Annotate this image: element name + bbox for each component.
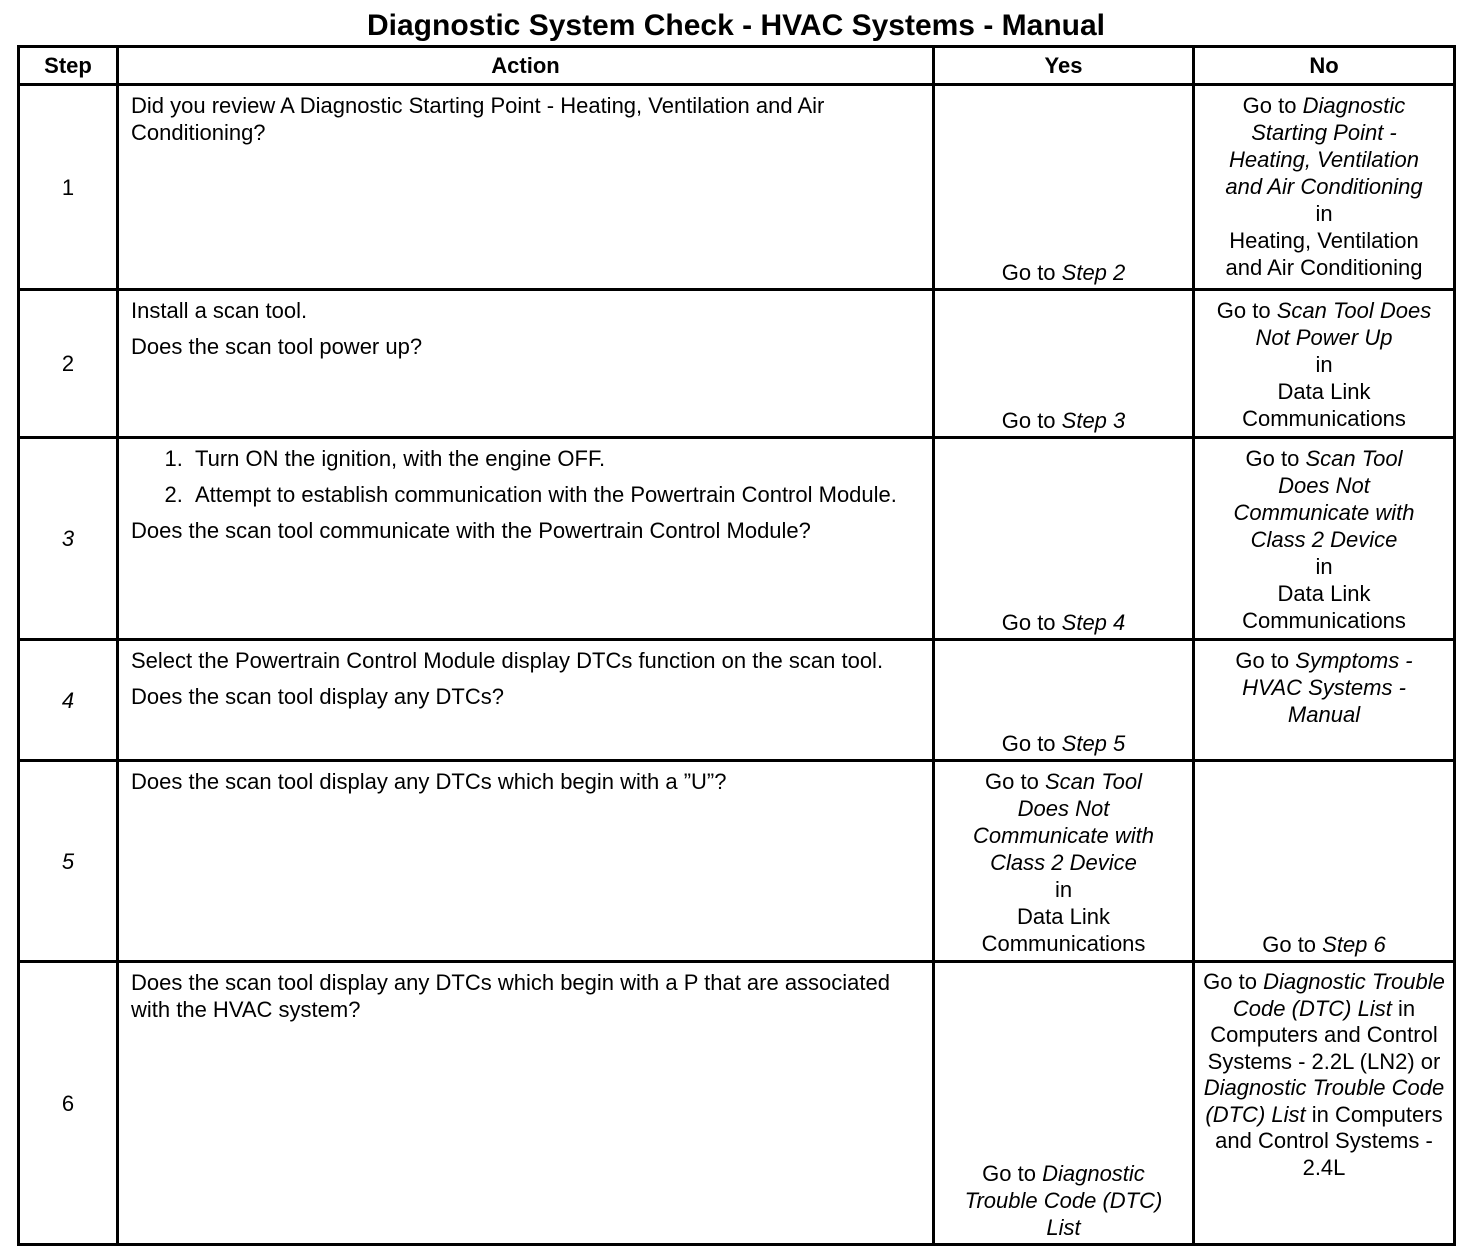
page-title: Diagnostic System Check - HVAC Systems - Manual: [367, 9, 1105, 42]
step-number: 5: [19, 761, 118, 962]
no-in: in: [1315, 201, 1333, 226]
yes-link[interactable]: Diagnostic Trouble Code (DTC) List: [964, 1161, 1163, 1240]
step-number: 1: [19, 85, 118, 290]
yes-prefix: Go to: [985, 769, 1045, 794]
no-cell: [1194, 85, 1455, 290]
no-prefix: Go to: [1235, 648, 1296, 673]
yes-link[interactable]: Step 3: [1061, 408, 1126, 433]
action-cell: [118, 761, 934, 962]
yes-cell: [934, 761, 1194, 962]
action-cell: [118, 962, 934, 1245]
header-step: Step: [19, 47, 118, 85]
yes-link[interactable]: Scan Tool Does Not Communicate with Class 2 Device: [973, 769, 1154, 875]
yes-prefix: Go to: [1001, 610, 1062, 635]
header-row: [19, 47, 1455, 85]
step-number: 3: [19, 438, 118, 640]
action-question: Does the scan tool display any DTCs which begin with a ”U”?: [131, 769, 727, 794]
action-cell: [118, 85, 934, 290]
action-question: Does the scan tool communicate with the Powertrain Control Module?: [131, 518, 811, 543]
header-no: No: [1194, 47, 1455, 85]
no-in: in: [1315, 554, 1333, 579]
no-link[interactable]: Step 6: [1322, 932, 1386, 957]
yes-cell: [934, 85, 1194, 290]
step-number: 6: [19, 962, 118, 1245]
no-mid-text: in Computers and Control Systems - 2.2L (LN2) or: [1207, 995, 1441, 1074]
no-section: Heating, Ventilation and Air Conditioning: [1225, 228, 1423, 280]
action-cell: [118, 438, 934, 640]
no-prefix: Go to: [1245, 446, 1306, 471]
yes-in: in: [1054, 877, 1073, 902]
action-text: Install a scan tool.: [131, 298, 308, 323]
no-prefix: Go to: [1216, 298, 1277, 323]
table-row: [19, 290, 1455, 438]
list-item: 2. Attempt to establish communication with the Powertrain Control Module.: [189, 481, 922, 508]
yes-cell: [934, 962, 1194, 1245]
table-row: [19, 85, 1455, 290]
no-cell: [1194, 438, 1455, 640]
no-cell: [1194, 962, 1455, 1245]
action-question: Does the scan tool power up?: [131, 334, 423, 359]
no-link[interactable]: Symptoms - HVAC Systems - Manual: [1242, 648, 1413, 727]
action-cell: [118, 640, 934, 761]
diagnostic-table: [17, 45, 1456, 1246]
action-steps-list: [131, 445, 922, 508]
action-question: Does the scan tool display any DTCs which begin with a P that are associated with the HVAC system?: [131, 970, 890, 1022]
no-prefix: Go to: [1262, 932, 1323, 957]
table-row: [19, 962, 1455, 1245]
no-link[interactable]: Diagnostic Starting Point - Heating, Ventilation and Air Conditioning: [1225, 93, 1423, 199]
yes-prefix: Go to: [1001, 408, 1062, 433]
no-link-2[interactable]: Diagnostic Trouble Code (DTC) List: [1203, 1075, 1445, 1127]
no-link[interactable]: Scan Tool Does Not Communicate with Class 2 Device: [1233, 446, 1415, 552]
no-section: Data Link Communications: [1242, 379, 1406, 431]
table-row: [19, 438, 1455, 640]
header-yes: Yes: [934, 47, 1194, 85]
action-question: Does the scan tool display any DTCs?: [131, 684, 504, 709]
yes-cell: [934, 438, 1194, 640]
no-link[interactable]: Scan Tool Does Not Power Up: [1255, 298, 1432, 350]
yes-link[interactable]: Step 2: [1061, 260, 1126, 285]
yes-link[interactable]: Step 4: [1061, 610, 1126, 635]
header-action: Action: [118, 47, 934, 85]
yes-cell: [934, 640, 1194, 761]
no-prefix: Go to: [1203, 969, 1264, 994]
no-link[interactable]: Diagnostic Trouble Code (DTC) List: [1232, 969, 1445, 1021]
action-text: Did you review A Diagnostic Starting Point - Heating, Ventilation and Air Conditioning?: [131, 93, 825, 145]
yes-prefix: Go to: [982, 1161, 1043, 1186]
step-number: 4: [19, 640, 118, 761]
no-section: Data Link Communications: [1242, 581, 1406, 633]
table-row: [19, 640, 1455, 761]
no-cell: [1194, 761, 1455, 962]
list-item: 1. Turn ON the ignition, with the engine OFF.: [189, 445, 922, 472]
yes-section: Data Link Communications: [981, 904, 1146, 956]
yes-cell: [934, 290, 1194, 438]
action-text: Select the Powertrain Control Module display DTCs function on the scan tool.: [131, 648, 884, 673]
no-cell: [1194, 640, 1455, 761]
table-row: [19, 761, 1455, 962]
no-in: in: [1315, 352, 1333, 377]
no-cell: [1194, 290, 1455, 438]
yes-prefix: Go to: [1001, 260, 1062, 285]
yes-link[interactable]: Step 5: [1061, 731, 1126, 756]
no-suffix-text: in Computers and Control Systems - 2.4L: [1215, 1101, 1443, 1180]
step-number: 2: [19, 290, 118, 438]
no-prefix: Go to: [1242, 93, 1303, 118]
action-cell: [118, 290, 934, 438]
yes-prefix: Go to: [1001, 731, 1062, 756]
